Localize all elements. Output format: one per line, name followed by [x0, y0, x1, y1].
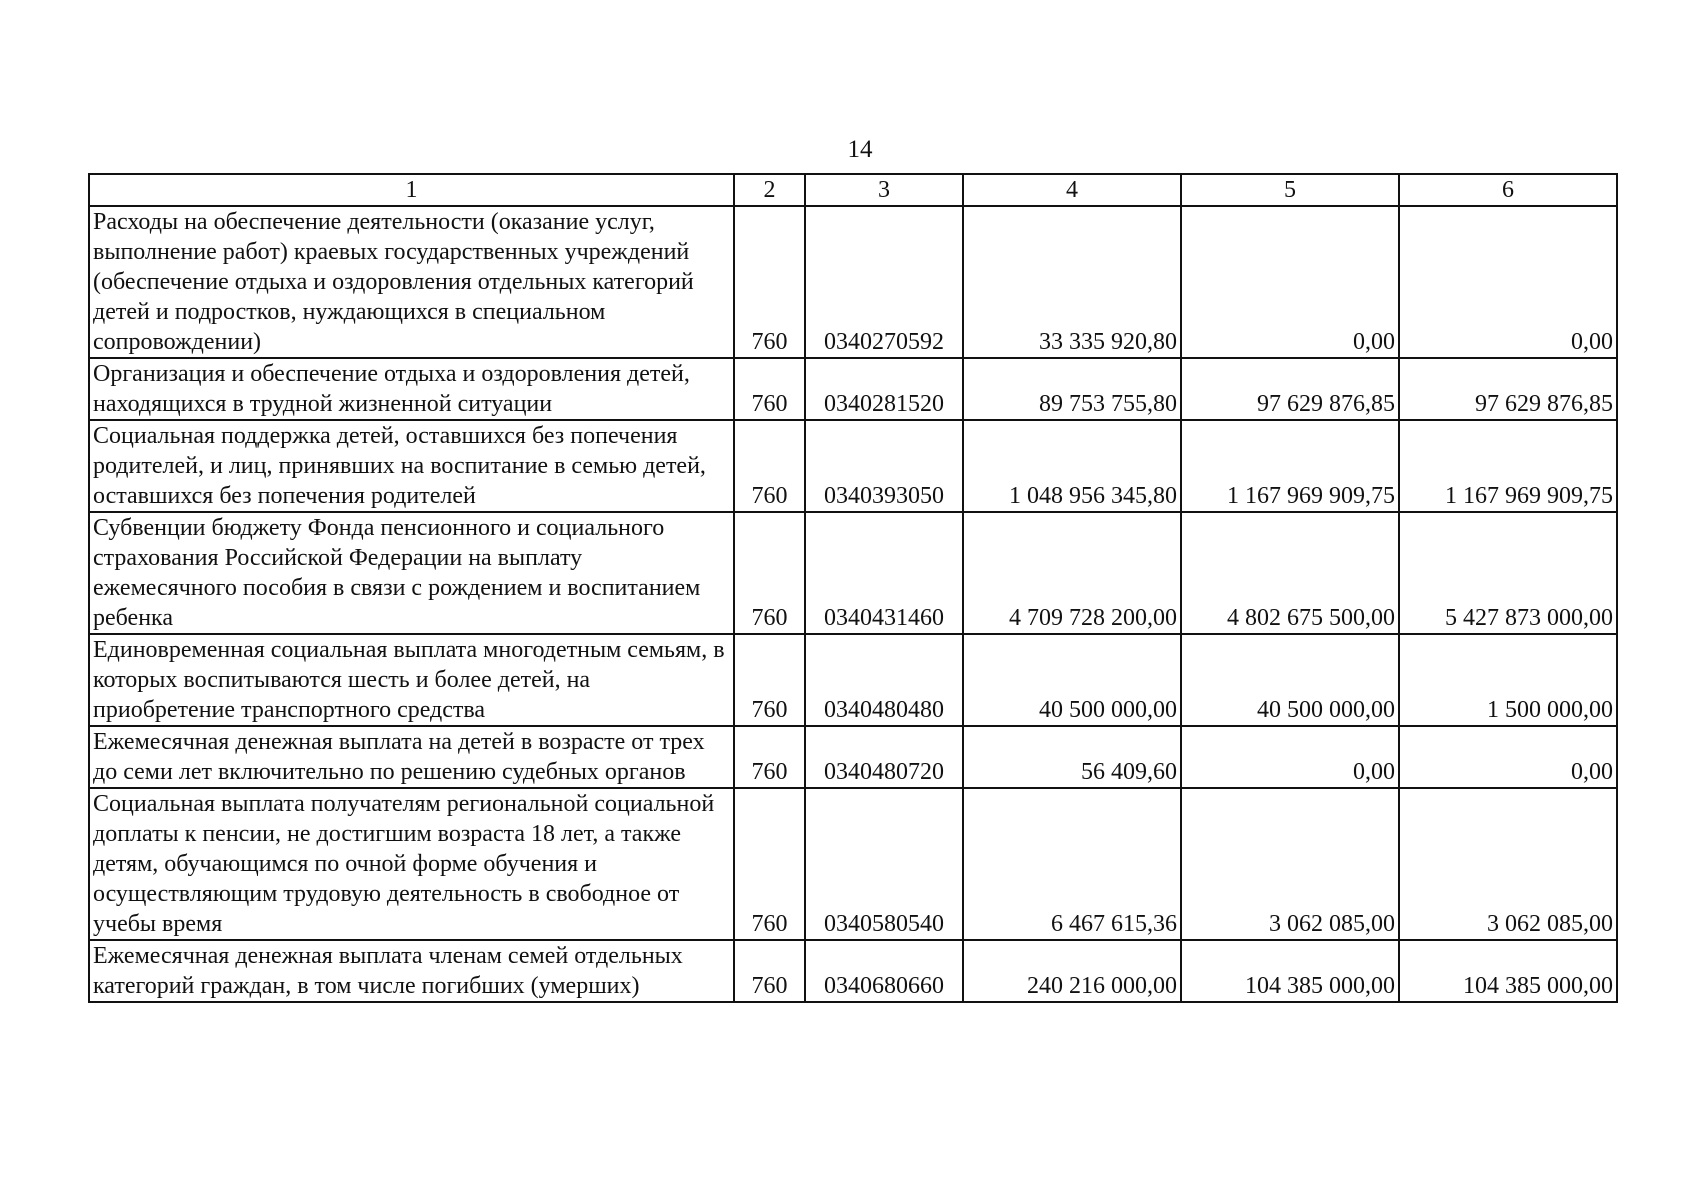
table-row	[89, 420, 1617, 512]
table-row	[89, 788, 1617, 940]
column-header: 1	[89, 174, 734, 206]
amount-col-4: 6 467 615,36	[963, 788, 1181, 940]
target-article-code: 0340680660	[805, 940, 963, 1002]
table-row	[89, 512, 1617, 634]
expense-name: Организация и обеспечение отдыха и оздоровления детей, находящихся в трудной жизненной ситуации	[89, 358, 734, 420]
admin-code: 760	[734, 512, 805, 634]
column-header: 4	[963, 174, 1181, 206]
amount-col-4: 33 335 920,80	[963, 206, 1181, 358]
admin-code: 760	[734, 940, 805, 1002]
expense-name: Расходы на обеспечение деятельности (оказание услуг, выполнение работ) краевых государственных учреждений (обеспечение отдыха и оздоровления отдельных категорий детей и подростков, нуждающихся в специальном сопровождении)	[89, 206, 734, 358]
amount-col-4: 1 048 956 345,80	[963, 420, 1181, 512]
amount-col-6: 97 629 876,85	[1399, 358, 1617, 420]
column-header: 5	[1181, 174, 1399, 206]
amount-col-4: 40 500 000,00	[963, 634, 1181, 726]
column-header: 6	[1399, 174, 1617, 206]
amount-col-6: 1 167 969 909,75	[1399, 420, 1617, 512]
amount-col-5: 0,00	[1181, 726, 1399, 788]
target-article-code: 0340480720	[805, 726, 963, 788]
expense-name: Ежемесячная денежная выплата членам семей отдельных категорий граждан, в том числе погибших (умерших)	[89, 940, 734, 1002]
amount-col-5: 40 500 000,00	[1181, 634, 1399, 726]
amount-col-6: 3 062 085,00	[1399, 788, 1617, 940]
amount-col-5: 4 802 675 500,00	[1181, 512, 1399, 634]
admin-code: 760	[734, 634, 805, 726]
amount-col-4: 89 753 755,80	[963, 358, 1181, 420]
amount-col-5: 3 062 085,00	[1181, 788, 1399, 940]
column-header: 2	[734, 174, 805, 206]
admin-code: 760	[734, 206, 805, 358]
target-article-code: 0340431460	[805, 512, 963, 634]
admin-code: 760	[734, 788, 805, 940]
amount-col-6: 0,00	[1399, 206, 1617, 358]
amount-col-4: 4 709 728 200,00	[963, 512, 1181, 634]
table-row	[89, 634, 1617, 726]
table-row	[89, 358, 1617, 420]
admin-code: 760	[734, 420, 805, 512]
amount-col-6: 5 427 873 000,00	[1399, 512, 1617, 634]
column-number-row	[89, 174, 1617, 206]
target-article-code: 0340480480	[805, 634, 963, 726]
budget-table	[88, 173, 1618, 1003]
expense-name: Ежемесячная денежная выплата на детей в возрасте от трех до семи лет включительно по решению судебных органов	[89, 726, 734, 788]
expense-name: Единовременная социальная выплата многодетным семьям, в которых воспитываются шесть и более детей, на приобретение транспортного средства	[89, 634, 734, 726]
amount-col-6: 104 385 000,00	[1399, 940, 1617, 1002]
expense-name: Социальная поддержка детей, оставшихся без попечения родителей, и лиц, принявших на воспитание в семью детей, оставшихся без попечения родителей	[89, 420, 734, 512]
amount-col-4: 56 409,60	[963, 726, 1181, 788]
target-article-code: 0340281520	[805, 358, 963, 420]
amount-col-5: 104 385 000,00	[1181, 940, 1399, 1002]
expense-name: Субвенции бюджету Фонда пенсионного и социального страхования Российской Федерации на выплату ежемесячного пособия в связи с рождением и воспитанием ребенка	[89, 512, 734, 634]
amount-col-5: 1 167 969 909,75	[1181, 420, 1399, 512]
column-header: 3	[805, 174, 963, 206]
amount-col-5: 97 629 876,85	[1181, 358, 1399, 420]
target-article-code: 0340270592	[805, 206, 963, 358]
table-row	[89, 206, 1617, 358]
amount-col-6: 0,00	[1399, 726, 1617, 788]
target-article-code: 0340580540	[805, 788, 963, 940]
amount-col-5: 0,00	[1181, 206, 1399, 358]
admin-code: 760	[734, 358, 805, 420]
admin-code: 760	[734, 726, 805, 788]
table-row	[89, 940, 1617, 1002]
table-row	[89, 726, 1617, 788]
amount-col-4: 240 216 000,00	[963, 940, 1181, 1002]
amount-col-6: 1 500 000,00	[1399, 634, 1617, 726]
expense-name: Социальная выплата получателям региональной социальной доплаты к пенсии, не достигшим возраста 18 лет, а также детям, обучающимся по очной форме обучения и осуществляющим трудовую деятельность в свободное от учебы время	[89, 788, 734, 940]
page-number: 14	[847, 136, 873, 163]
target-article-code: 0340393050	[805, 420, 963, 512]
